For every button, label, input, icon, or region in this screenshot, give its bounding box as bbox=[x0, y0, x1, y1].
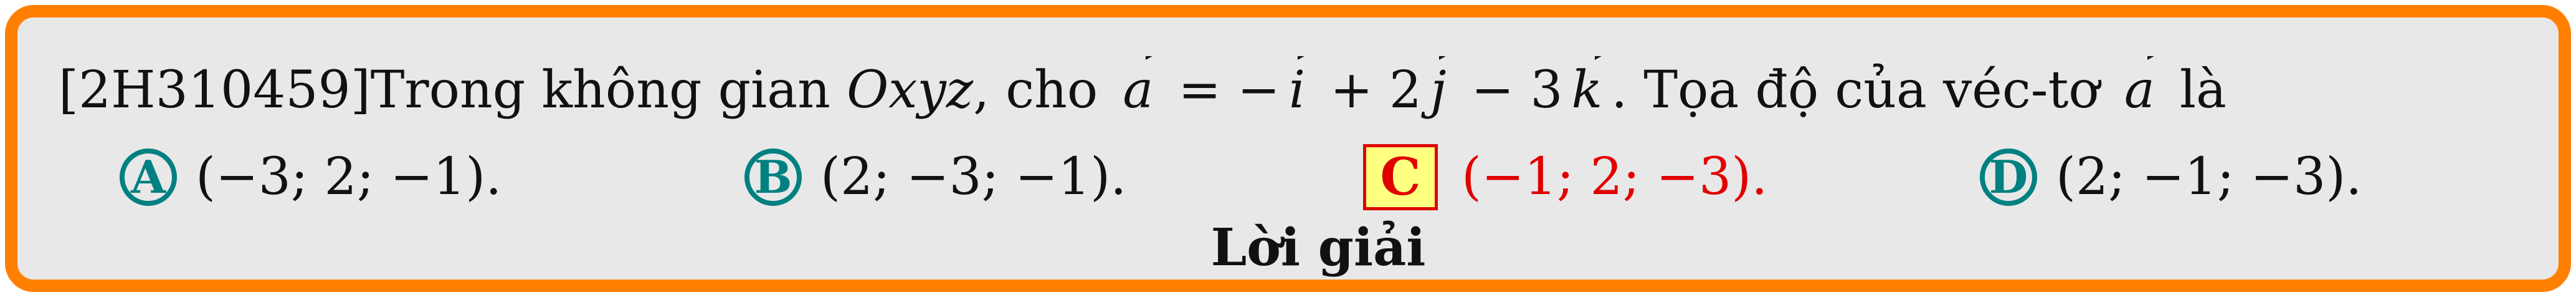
choice-a-text: (−3; 2; −1). bbox=[196, 147, 502, 207]
question-lead-text: Trong không gian bbox=[370, 61, 847, 120]
vector-a: a bbox=[1116, 56, 1159, 125]
vector-i: i bbox=[1283, 56, 1311, 125]
choice-d-text: (2; −1; −3). bbox=[2056, 147, 2362, 207]
plus-two: + 2 bbox=[1314, 61, 1422, 120]
space-name: Oxyz bbox=[847, 61, 974, 120]
question-card bbox=[5, 5, 2571, 292]
choice-a[interactable] bbox=[120, 134, 501, 221]
choice-b-label: B bbox=[744, 148, 802, 206]
minus-three: − 3 bbox=[1455, 61, 1563, 120]
question-ask-text: . Tọa độ của véc-tơ bbox=[1611, 61, 2116, 120]
choice-d[interactable] bbox=[1980, 134, 2362, 221]
choice-c-text: (−1; 2; −3). bbox=[1461, 147, 1768, 207]
question-code: [2H310459] bbox=[59, 61, 371, 120]
vector-j: j bbox=[1424, 56, 1452, 125]
solution-title: Lời giải bbox=[1210, 218, 1426, 278]
choice-d-label: D bbox=[1980, 148, 2037, 206]
equals-minus: = − bbox=[1162, 61, 1280, 120]
vector-a-end: a bbox=[2118, 56, 2161, 125]
choice-a-label: A bbox=[120, 148, 177, 206]
choice-c-label: C bbox=[1363, 144, 1438, 210]
choice-b-text: (2; −3; −1). bbox=[820, 147, 1127, 207]
question-text bbox=[59, 56, 2550, 125]
question-ending: là bbox=[2163, 61, 2227, 120]
vector-k: k bbox=[1566, 56, 1609, 125]
question-comma-for: , cho bbox=[973, 61, 1115, 120]
choice-c-correct[interactable] bbox=[1363, 134, 1767, 221]
choice-b[interactable] bbox=[744, 134, 1126, 221]
answer-choices bbox=[17, 134, 2569, 221]
